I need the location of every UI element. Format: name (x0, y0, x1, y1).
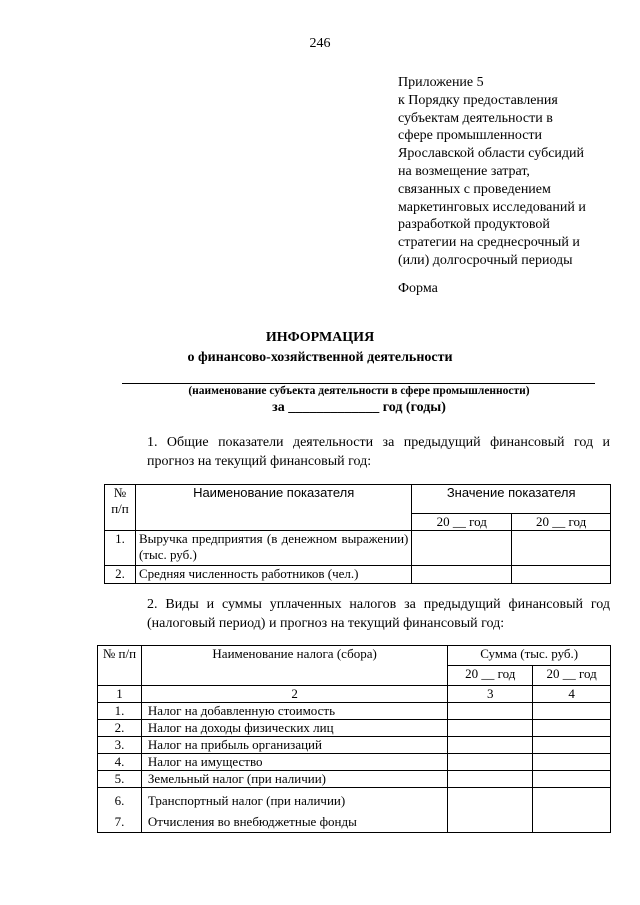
row-number: 7. (114, 814, 125, 829)
appendix-line: Ярославской области субсидий (398, 146, 585, 162)
year2-header: 20 __ год (533, 666, 611, 686)
column-number: 2 (141, 686, 447, 703)
appendix-line: связанных с проведением (398, 181, 551, 197)
row-name: Налог на доходы физических лиц (141, 720, 447, 737)
table-row (98, 754, 611, 771)
sum-cell (448, 771, 533, 788)
indicators-table (104, 484, 611, 584)
appendix-line: на возмещение затрат, (398, 163, 530, 179)
table-row (105, 566, 611, 584)
sum-cell (448, 788, 533, 833)
table-row (98, 703, 611, 720)
col-sum-header: Сумма (тыс. руб.) (448, 646, 611, 666)
entity-name-caption: (наименование субъекта деятельности в сфере промышленности) (188, 385, 530, 397)
appendix-line: (или) долгосрочный периоды (398, 252, 573, 268)
sum-cell (448, 703, 533, 720)
table-row-group (98, 788, 611, 833)
document-title: ИНФОРМАЦИЯ (265, 330, 375, 345)
sum-cell (533, 720, 611, 737)
row-number: 4. (98, 754, 142, 771)
appendix-line: стратегии на среднесрочный и (398, 235, 580, 251)
section1-heading: 1. Общие показатели деятельности за предыдущий финансовый год и прогноз на текущий финансовый год: (147, 435, 610, 469)
sum-cell (448, 737, 533, 754)
sum-cell (533, 788, 611, 833)
sum-cell (448, 720, 533, 737)
row-number: 6. (114, 793, 125, 808)
numbering-row (98, 686, 611, 703)
row-name: Средняя численность работников (чел.) (135, 566, 411, 584)
col-number-header: № п/п (105, 485, 136, 531)
value-cell (512, 531, 611, 566)
col-value-header: Значение показателя (412, 485, 611, 514)
table-row (98, 771, 611, 788)
row-number-pair (98, 788, 142, 833)
year1-header: 20 __ год (448, 666, 533, 686)
row-name: Налог на имущество (141, 754, 447, 771)
page-number: 246 (309, 36, 331, 51)
year1-header: 20 __ год (412, 514, 512, 531)
value-cell (512, 566, 611, 584)
row-number: 2. (105, 566, 136, 584)
appendix-line: субъектам деятельности в (398, 110, 553, 126)
section2-heading: 2. Виды и суммы уплаченных налогов за предыдущий финансовый год (налоговый период) и прогноз на текущий финансовый год: (147, 597, 610, 631)
year2-header: 20 __ год (512, 514, 611, 531)
column-number: 4 (533, 686, 611, 703)
row-number: 5. (98, 771, 142, 788)
period-line: за _____________ год (годы) (272, 400, 446, 415)
column-number: 3 (448, 686, 533, 703)
appendix-line: сфере промышленности (398, 128, 543, 144)
appendix-line: маркетинговых исследований и (398, 199, 586, 215)
entity-name-line (122, 383, 595, 384)
value-cell (412, 531, 512, 566)
row-name-pair (141, 788, 447, 833)
taxes-table (97, 645, 611, 833)
col-indicator-header: Наименование показателя (135, 485, 411, 531)
appendix-line: Приложение 5 (398, 75, 484, 90)
row-name: Земельный налог (при наличии) (141, 771, 447, 788)
appendix-line: разработкой продуктовой (398, 217, 550, 233)
appendix-line: к Порядку предоставления (398, 92, 558, 108)
sum-cell (533, 771, 611, 788)
sum-cell (533, 703, 611, 720)
row-name: Отчисления во внебюджетные фонды (147, 814, 357, 829)
col-number-header: № п/п (98, 646, 142, 686)
column-number: 1 (98, 686, 142, 703)
row-number: 3. (98, 737, 142, 754)
row-name: Транспортный налог (при наличии) (147, 793, 346, 808)
document-subtitle: о финансово-хозяйственной деятельности (187, 350, 453, 365)
value-cell (412, 566, 512, 584)
row-number: 1. (98, 703, 142, 720)
appendix-reference (398, 74, 613, 270)
form-label: Форма (398, 281, 438, 296)
row-number: 2. (98, 720, 142, 737)
sum-cell (533, 754, 611, 771)
table-row (98, 737, 611, 754)
row-name: Налог на прибыль организаций (141, 737, 447, 754)
row-name: Выручка предприятия (в денежном выражении) (тыс. руб.) (135, 531, 411, 566)
row-number: 1. (105, 531, 136, 566)
sum-cell (448, 754, 533, 771)
table-row (98, 720, 611, 737)
table-row (105, 531, 611, 566)
sum-cell (533, 737, 611, 754)
col-tax-header: Наименование налога (сбора) (141, 646, 447, 686)
row-name: Налог на добавленную стоимость (141, 703, 447, 720)
